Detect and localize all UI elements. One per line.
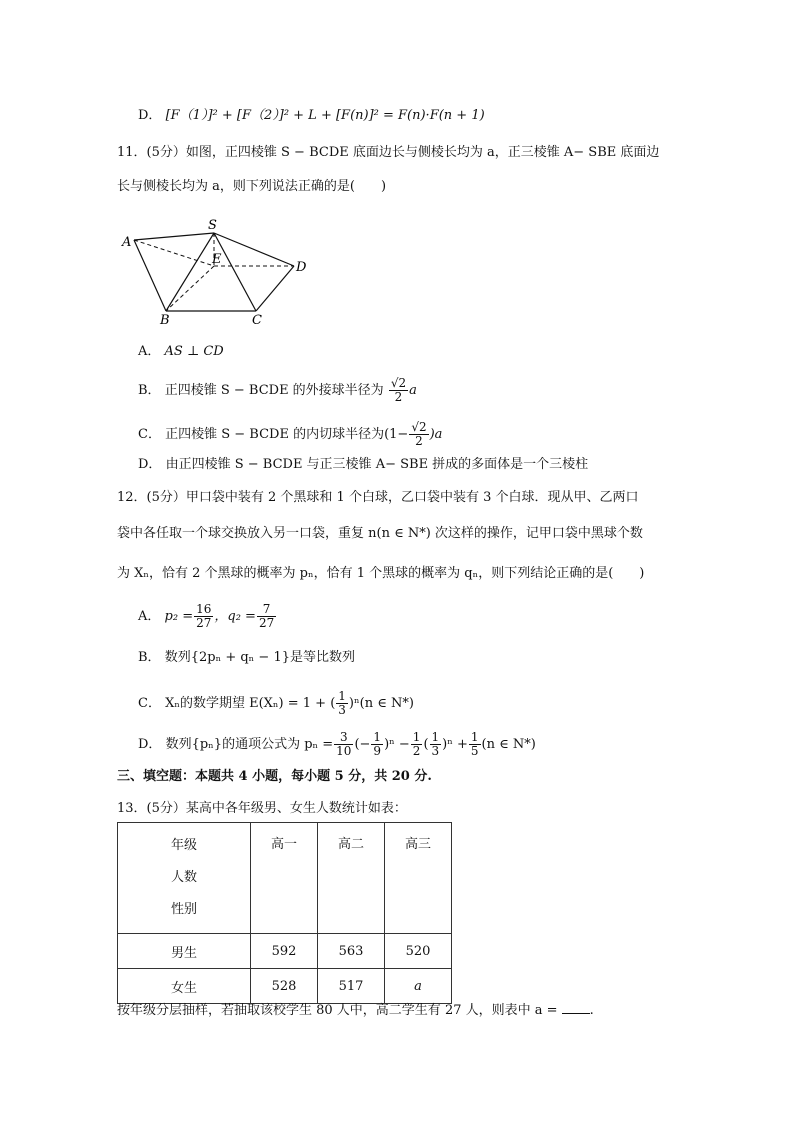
table-row	[118, 969, 452, 1004]
q12-option-c: C． Xₙ的数学期望 E(Xₙ) = 1 + ( $\frac{1}{3}$ )ⁿ(n ∈ N*)	[138, 689, 414, 717]
q13-stem: 13．(5分）某高中各年级男、女生人数统计如表：	[117, 801, 407, 816]
label-S: S	[208, 218, 217, 233]
edge-SB	[166, 233, 214, 311]
q13-stats-table	[117, 822, 452, 1004]
label-E: E	[212, 252, 222, 267]
option-text: 正四棱锥 S − BCDE 的内切球半径为(1−	[165, 427, 409, 442]
q11-option-c: C． 正四棱锥 S − BCDE 的内切球半径为(1− $\frac{√2}{2}$ )a	[138, 420, 443, 448]
option-label: B．	[138, 383, 161, 398]
table-corner-cell: 年级 人数 性别	[118, 823, 251, 934]
table-cell: 517	[318, 969, 385, 1004]
table-cell: 592	[251, 934, 318, 969]
section-heading: 三、填空题：本题共 4 小题，每小题 5 分，共 20 分.	[117, 769, 432, 784]
q13-question: 按年级分层抽样，若抽取该校学生 80 人中，高二学生有 27 人，则表中 a = .	[117, 1003, 594, 1018]
fraction: $\frac{3}{10}$	[336, 730, 352, 758]
option-text: [F（1）]² + [F（2）]² + L + [F(n)]² = F(n)·F(n + 1)	[165, 108, 485, 123]
edge-SD	[214, 233, 294, 266]
table-col-header: 高二	[318, 823, 385, 934]
q10-option-d	[138, 107, 485, 125]
q11-pyramid-figure	[118, 218, 318, 330]
option-text: AS ⊥ CD	[164, 344, 224, 359]
q12-option-d: D． 数列{pₙ}的通项公式为 pₙ = $\frac{3}{10}$ (− $\frac{1}{9}$ )ⁿ − $\frac{1}{2}$ ( $\frac{1}{3}$ )ⁿ + $\frac{1}{5}$ (n ∈ N*)	[138, 730, 536, 758]
option-label: A．	[138, 344, 161, 359]
option-text: 数列{pₙ}的通项公式为 pₙ =	[165, 737, 334, 752]
option-label: D．	[138, 737, 162, 752]
table-row-label: 女生	[118, 969, 251, 1004]
fraction: $\frac{1}{9}$	[373, 730, 382, 758]
table-cell: a	[385, 969, 452, 1004]
fraction: $\frac{1}{3}$	[431, 730, 440, 758]
q12-option-a: A． p₂ = $\frac{16}{27}$ ，q₂ = $\frac{7}{27}$	[138, 602, 275, 630]
q12-stem-line1: 12．(5分）甲口袋中装有 2 个黑球和 1 个白球，乙口袋中装有 3 个白球．现从甲、乙两口	[117, 490, 639, 505]
table-col-header: 高三	[385, 823, 452, 934]
fraction: $\frac{16}{27}$	[196, 602, 212, 630]
option-text: 正四棱锥 S − BCDE 的外接球半径为	[164, 383, 384, 398]
option-label: D．	[138, 457, 162, 472]
fraction: $\frac{√2}{2}$	[411, 420, 427, 448]
label-B: B	[160, 313, 170, 328]
q11-stem-line1: 11．(5分）如图，正四棱锥 S − BCDE 底面边长与侧棱长均为 a，正三棱锥 A− SBE 底面边	[117, 145, 660, 160]
option-label: A．	[138, 609, 161, 624]
label-A: A	[122, 235, 132, 250]
q11-option-b: B． 正四棱锥 S − BCDE 的外接球半径为 $\frac{√2}{2}$ a	[138, 376, 417, 404]
table-row	[118, 934, 452, 969]
option-label: C．	[138, 696, 161, 711]
option-text: 由正四棱锥 S − BCDE 与正三棱锥 A− SBE 拼成的多面体是一个三棱柱	[165, 457, 589, 472]
table-cell: 563	[318, 934, 385, 969]
option-label: C．	[138, 427, 161, 442]
q11-stem-line2: 长与侧棱长均为 a，则下列说法正确的是( )	[117, 179, 387, 194]
edge-CD	[256, 266, 294, 311]
option-label: B．	[138, 650, 161, 665]
q12-stem-line2: 袋中各任取一个球交换放入另一口袋，重复 n(n ∈ N*) 次这样的操作，记甲口袋中黑球个数	[117, 526, 643, 541]
q12-stem-line3: 为 Xₙ，恰有 2 个黑球的概率为 pₙ，恰有 1 个黑球的概率为 qₙ，则下列结论正确的是( )	[117, 566, 645, 581]
fraction: $\frac{1}{5}$	[470, 730, 479, 758]
fraction: $\frac{1}{3}$	[338, 689, 346, 717]
option-text: Xₙ的数学期望 E(Xₙ) = 1 + (	[165, 696, 336, 711]
table-col-header: 高一	[251, 823, 318, 934]
q11-option-d	[138, 456, 588, 474]
q11-option-a	[138, 343, 224, 361]
fraction: $\frac{7}{27}$	[258, 602, 275, 630]
fraction: $\frac{√2}{2}$	[390, 376, 407, 404]
edge-SC	[214, 233, 256, 311]
option-text: 数列{2pₙ + qₙ − 1}是等比数列	[164, 650, 355, 665]
table-cell: 520	[385, 934, 452, 969]
fraction: $\frac{1}{2}$	[412, 730, 421, 758]
q12-option-b	[138, 649, 355, 667]
table-cell: 528	[251, 969, 318, 1004]
option-label: D．	[138, 108, 162, 123]
edge-AS	[134, 233, 214, 240]
label-C: C	[252, 313, 262, 328]
label-D: D	[296, 260, 307, 275]
answer-blank[interactable]	[562, 1001, 590, 1014]
edge-AB	[134, 240, 166, 311]
table-row-label: 男生	[118, 934, 251, 969]
